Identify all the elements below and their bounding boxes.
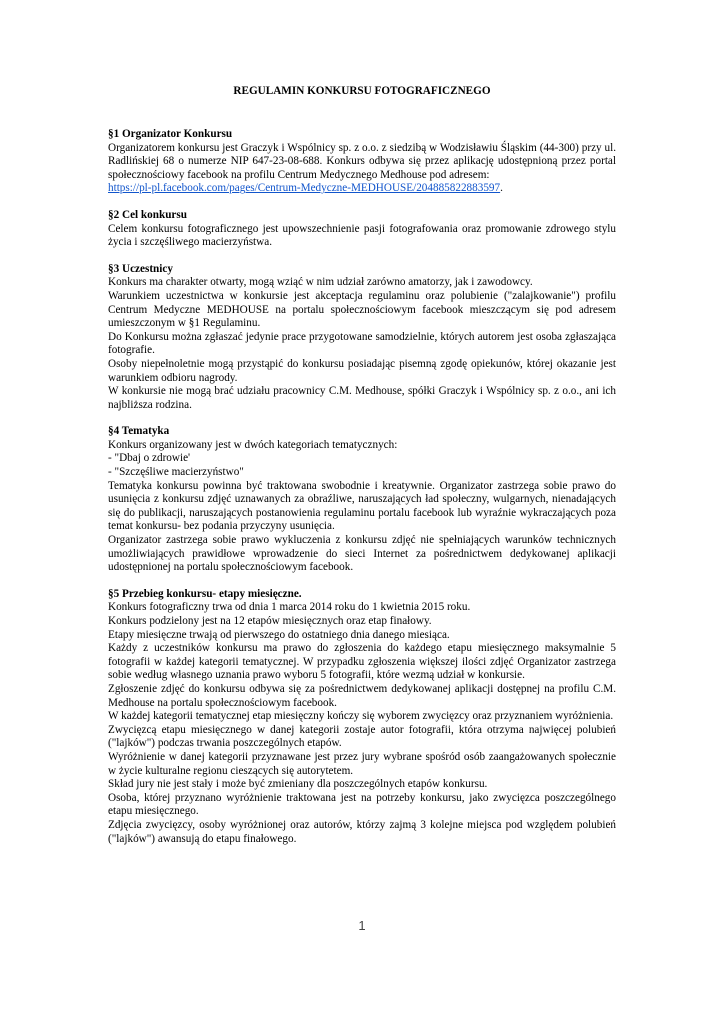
paragraph: Zwycięzcą etapu miesięcznego w danej kategorii zostaje autor fotografii, która otrzyma najwięcej polubień ("lajków") podczas trwania poszczególnych etapów.	[108, 723, 616, 750]
paragraph: Osoba, której przyznano wyróżnienie traktowana jest na potrzeby konkursu, jako zwycięzca poszczególnego etapu miesięcznego.	[108, 791, 616, 818]
section-themes	[108, 425, 616, 575]
paragraph: W każdej kategorii tematycznej etap miesięczny kończy się wyborem zwycięzcy oraz przyznaniem wyróżnienia.	[108, 710, 614, 723]
paragraph: Warunkiem uczestnictwa w konkursie jest akceptacja regulaminu oraz polubienie ("zalajkowanie") profilu Centrum Medyczne MEDHOUSE na portalu społecznościowym facebook mieszczącym się pod adresem umieszczonym w §1 Regulaminu.	[108, 289, 616, 330]
category-item: - "Dbaj o zdrowie'	[108, 452, 191, 465]
document-page	[108, 84, 616, 846]
paragraph: Organizatorem konkursu jest Graczyk i Wspólnicy sp. z o.o. z siedzibą w Wodzisławiu Śląskim (44-300) przy ul. Radlińskiej 68 o numerze NIP 647-23-08-688. Konkurs odbywa się przez aplikację udostępnioną przez portal społecznościowy facebook na profilu Centrum Medycznego Medhouse pod adresem:	[108, 141, 616, 181]
section-organizer	[108, 128, 616, 196]
section-goal	[108, 209, 616, 250]
paragraph: Zgłoszenie zdjęć do konkursu odbywa się za pośrednictwem dedykowanej aplikacji dostępnej na profilu C.M. Medhouse na portalu społecznościowym facebook.	[108, 682, 616, 709]
paragraph: Etapy miesięczne trwają od pierwszego do ostatniego dnia danego miesiąca.	[108, 628, 450, 641]
section-stages	[108, 588, 616, 846]
paragraph: Konkurs organizowany jest w dwóch kategoriach tematycznych:	[108, 438, 398, 451]
paragraph: Konkurs ma charakter otwarty, mogą wziąć w nim udział zarówno amatorzy, jak i zawodowcy.	[108, 276, 533, 289]
section-heading: §1 Organizator Konkursu	[108, 128, 233, 140]
paragraph: Zdjęcia zwycięzcy, osoby wyróżnionej oraz autorów, którzy zajmą 3 kolejne miejsca pod względem polubień ("lajków") awansują do etapu finałowego.	[108, 818, 616, 845]
section-heading: §5 Przebieg konkursu- etapy miesięczne.	[108, 587, 302, 600]
paragraph: Celem konkursu fotograficznego jest upowszechnienie pasji fotografowania oraz promowanie zdrowego stylu życia i szczęśliwego macierzyństwa.	[108, 222, 616, 249]
page-number: 1	[358, 918, 366, 933]
paragraph: Konkurs fotograficzny trwa od dnia 1 marca 2014 roku do 1 kwietnia 2015 roku.	[108, 601, 471, 614]
section-heading: §4 Tematyka	[108, 425, 170, 438]
paragraph: W konkursie nie mogą brać udziału pracownicy C.M. Medhouse, spółki Graczyk i Wspólnicy sp. z o.o., ani ich najbliższa rodzina.	[108, 385, 616, 411]
document-title: REGULAMIN KONKURSU FOTOGRAFICZNEGO	[233, 85, 491, 97]
paragraph: Wyróżnienie w danej kategorii przyznawane jest przez jury wybrane spośród osób zaangażowanych społecznie w życie kulturalne regionu cieszących się autorytetem.	[108, 750, 616, 777]
spacer	[108, 98, 616, 128]
paragraph: Skład jury nie jest stały i może być zmieniany dla poszczególnych etapów konkursu.	[108, 778, 488, 791]
section-heading: §3 Uczestnicy	[108, 262, 173, 275]
paragraph: Organizator zastrzega sobie prawo wykluczenia z konkursu zdjęć nie spełniających warunków technicznych umożliwiających prawidłowe wprowadzenie do sieci Internet za pośrednictwem dedykowanej aplikacji udostępnionej na portalu społecznościowym facebook.	[108, 534, 616, 574]
paragraph: Konkurs podzielony jest na 12 etapów miesięcznych oraz etap finałowy.	[108, 615, 432, 627]
paragraph: Do Konkursu można zgłaszać jedynie prace przygotowane samodzielnie, których autorem jest osoba zgłaszająca fotografie.	[108, 330, 616, 357]
paragraph: Tematyka konkursu powinna być traktowana swobodnie i kreatywnie. Organizator zastrzega sobie prawo do usunięcia z konkursu zdjęć uznawanych za obraźliwe, naruszających ład społeczny, wulgarnych, nienadających się do publikacji, naruszających postanowienia regulaminu portalu facebook lub wyraźnie wykraczających poza temat konkursu- bez podania przyczyny usunięcia.	[108, 479, 616, 533]
paragraph: Osoby niepełnoletnie mogą przystąpić do konkursu posiadając pisemną zgodę opiekunów, której okazanie jest warunkiem odbioru nagrody.	[108, 357, 616, 384]
category-item: - "Szczęśliwe macierzyństwo"	[108, 466, 244, 479]
section-heading: §2 Cel konkursu	[108, 208, 187, 221]
facebook-link[interactable]: https://pl-pl.facebook.com/pages/Centrum-Medyczne-MEDHOUSE/204885822883597	[108, 182, 501, 195]
paragraph: Każdy z uczestników konkursu ma prawo do zgłoszenia do każdego etapu miesięcznego maksymalnie 5 fotografii w każdej kategorii tematycznej. W przypadku zgłoszenia większej ilości zdjęć Organizator zastrzega sobie według własnego uznania prawo wyboru 5 fotografii, które wezmą udział w konkursie.	[108, 642, 616, 682]
section-participants	[108, 263, 616, 413]
facebook-link-line: https://pl-pl.facebook.com/pages/Centrum-Medyczne-MEDHOUSE/204885822883597.	[108, 182, 503, 195]
